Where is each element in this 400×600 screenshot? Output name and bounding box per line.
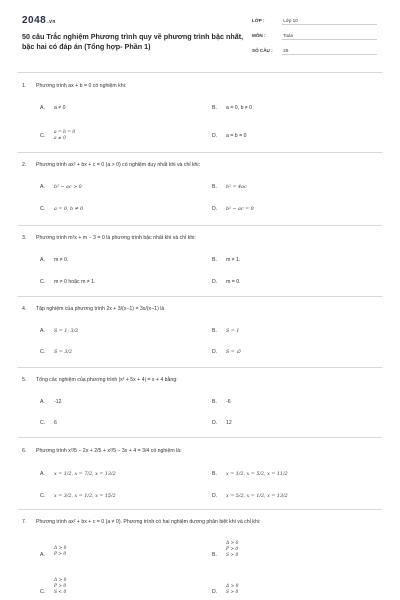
option-d[interactable]: D. S = ∅ [212, 349, 241, 355]
meta-count-value: 25 [283, 48, 289, 53]
logo-suffix: .vn [47, 19, 56, 25]
question-text: Phương trình ax + b = 0 có nghiệm khi: [36, 83, 127, 89]
option-a[interactable]: A. -12 [40, 399, 62, 405]
option-c[interactable]: C. Δ > 0 P > 0 S < 0 [40, 578, 67, 595]
option-a[interactable]: A. x = 1/2, x = 7/2, x = 13/2 [40, 471, 116, 477]
option-d[interactable]: D. b² − ac = 0 [212, 206, 254, 212]
meta-class [252, 18, 298, 23]
question-text: Tập nghiệm của phương trình 2x + 3/(x−1) = 3x/(x−1) là [36, 306, 165, 312]
meta-class-key: LỚP : [252, 18, 265, 23]
option-c[interactable]: C. 6 [40, 420, 57, 426]
meta-subject [252, 33, 293, 38]
option-a[interactable]: A. m ≠ 0. [40, 257, 69, 263]
option-a[interactable]: A. b² − ac > 0 [40, 184, 82, 190]
option-d[interactable]: D. m = 0. [212, 279, 241, 285]
option-b[interactable]: B. x = 1/2, x = 5/2, x = 11/2 [212, 471, 288, 477]
option-b[interactable]: B. -6 [212, 399, 231, 405]
question-number: 6. [22, 448, 27, 454]
option-c[interactable]: C. m ≠ 0 hoặc m ≠ 1. [40, 279, 96, 285]
site-logo[interactable] [22, 15, 56, 26]
logo-text: 2048 [22, 15, 47, 26]
question-text: Phương trình ax² + bx + c = 0 (a > 0) có nghiệm duy nhất khi và chỉ khi: [36, 162, 201, 168]
meta-class-value: Lớp 10 [283, 18, 298, 23]
question-text: Phương trình m²x + m − 3 = 0 là phương trình bậc nhất khi và chỉ khi: [36, 235, 196, 241]
question-number: 4. [22, 306, 27, 312]
option-c[interactable]: C. S = 3/2 [40, 349, 73, 355]
option-d[interactable]: D. 12 [212, 420, 232, 426]
option-a[interactable]: A. S = 1; 3/2 [40, 328, 79, 334]
option-d[interactable]: D. a = b = 0 [212, 133, 247, 139]
question-number: 3. [22, 235, 27, 241]
option-d[interactable]: D. x = 5/2, x = 1/2, x = 13/2 [212, 493, 288, 499]
question-text: Phương trình ax² + bx + c = 0 (a ≠ 0). Phương trình có hai nghiệm dương phân biệt khi và chỉ khi: [36, 519, 261, 525]
document-header [0, 0, 400, 72]
question-number: 7. [22, 519, 27, 525]
option-c[interactable]: C. a = b = 0 a ≠ 0 [40, 130, 76, 141]
question-number: 5. [22, 377, 27, 383]
option-c[interactable]: C. a = 0, b ≠ 0 [40, 206, 84, 212]
meta-count-key: SỐ CÂU : [252, 48, 273, 53]
option-b[interactable]: B. S = 1 [212, 328, 240, 334]
option-b[interactable]: B. b² = 4ac [212, 184, 247, 190]
question-number: 1. [22, 83, 27, 89]
meta-subject-key: MÔN : [252, 33, 266, 38]
meta-subject-value: Toán [283, 33, 294, 38]
option-b[interactable]: B. a = 0, b ≠ 0 [212, 105, 253, 111]
option-b[interactable]: B. m ≠ 1. [212, 257, 241, 263]
question-text: Phương trình x²/5 − 2x + 2/5 + x²/5 − 3x + 4 = 3/4 có nghiệm là: [36, 448, 182, 454]
option-c[interactable]: C. x = 3/2, x = 1/2, x = 15/2 [40, 493, 116, 499]
header-divider [18, 72, 382, 73]
option-a[interactable]: A. Δ > 0 P > 0 [40, 546, 67, 558]
option-d[interactable]: D. Δ > 0 S > 0 [212, 584, 239, 595]
document-title: 50 câu Trắc nghiệm Phương trình quy về phương trình bậc nhất, bậc hai có đáp án (Tổng hợp- Phần 1) [22, 32, 244, 51]
option-a[interactable]: A. a ≠ 0 [40, 105, 66, 111]
question-text: Tổng các nghiệm của phương trình |x² + 5x + 4| = x + 4 bằng: [36, 377, 178, 383]
question-number: 2. [22, 162, 27, 168]
option-b[interactable]: B. Δ > 0 P > 0 S > 0 [212, 541, 239, 558]
meta-count [252, 48, 288, 53]
